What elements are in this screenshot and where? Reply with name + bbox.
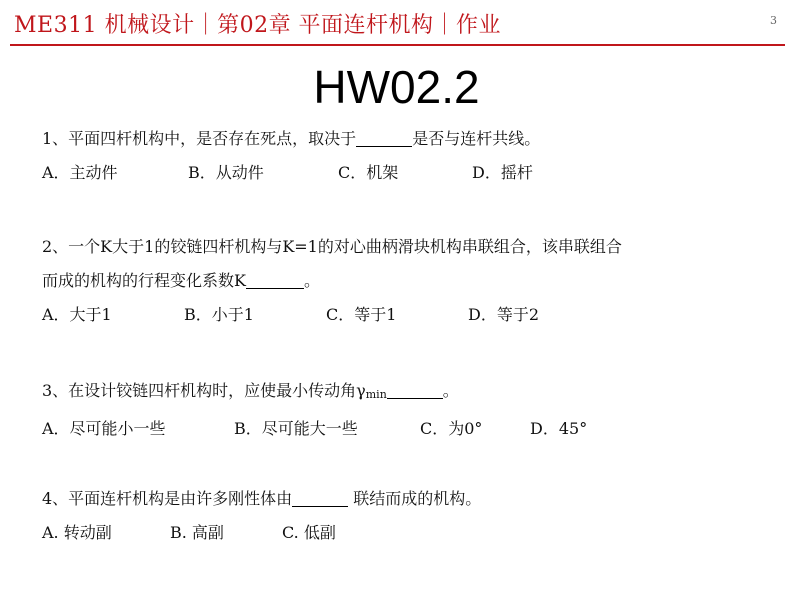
option-b: B．小于1: [184, 305, 254, 324]
option-a: A. 转动副: [42, 523, 112, 542]
option-d: D．等于2: [468, 305, 540, 324]
homework-title: HW02.2: [313, 61, 480, 113]
question-2-stem-end: 。: [303, 271, 320, 290]
question-4-text: [42, 482, 762, 516]
question-4-options: [42, 516, 762, 550]
answer-blank: [356, 128, 412, 147]
slide-header-title: ME311 机械设计｜第02章 平面连杆机构｜作业: [14, 13, 502, 38]
option-d: D．45°: [530, 419, 588, 438]
question-1-stem-end: 是否与连杆共线。: [412, 129, 541, 148]
answer-blank: [387, 380, 443, 399]
question-3-stem: 3、在设计铰链四杆机构时，应使最小传动角γ: [42, 381, 366, 400]
question-4-stem: 4、平面连杆机构是由许多刚性体由: [42, 489, 293, 508]
question-3: [42, 374, 762, 446]
question-2-stem: 而成的机构的行程变化系数K: [42, 271, 246, 290]
option-b: B. 高副: [170, 523, 224, 542]
option-c: C．机架: [338, 163, 399, 182]
option-b: B．尽可能大一些: [234, 419, 358, 438]
question-1-stem: 1、平面四杆机构中，是否存在死点，取决于: [42, 129, 357, 148]
question-2-line-2: [42, 264, 762, 298]
question-3-stem-end: 。: [442, 381, 459, 400]
option-a: A．大于1: [42, 305, 112, 324]
question-3-text: [42, 374, 762, 412]
question-2: [42, 230, 762, 332]
header-divider: [10, 44, 785, 46]
question-2-options: [42, 298, 762, 332]
question-1: [42, 122, 762, 190]
question-2-line-1: 2、一个K大于1的铰链四杆机构与K=1的对心曲柄滑块机构串联组合，该串联组合: [42, 237, 622, 256]
option-c: C．为0°: [420, 419, 483, 438]
question-1-text: [42, 122, 762, 156]
option-a: A．尽可能小一些: [42, 419, 166, 438]
subscript-min: min: [365, 388, 387, 401]
question-3-options: [42, 412, 762, 446]
page-number: 3: [770, 14, 777, 27]
answer-blank: [246, 270, 304, 289]
answer-blank: [292, 488, 348, 507]
option-d: D．摇杆: [472, 163, 533, 182]
option-b: B．从动件: [188, 163, 264, 182]
question-4-stem-end: 联结而成的机构。: [348, 489, 482, 508]
question-4: [42, 482, 762, 550]
option-c: C. 低副: [282, 523, 336, 542]
option-c: C．等于1: [326, 305, 397, 324]
question-1-options: [42, 156, 762, 190]
option-a: A．主动件: [42, 163, 118, 182]
